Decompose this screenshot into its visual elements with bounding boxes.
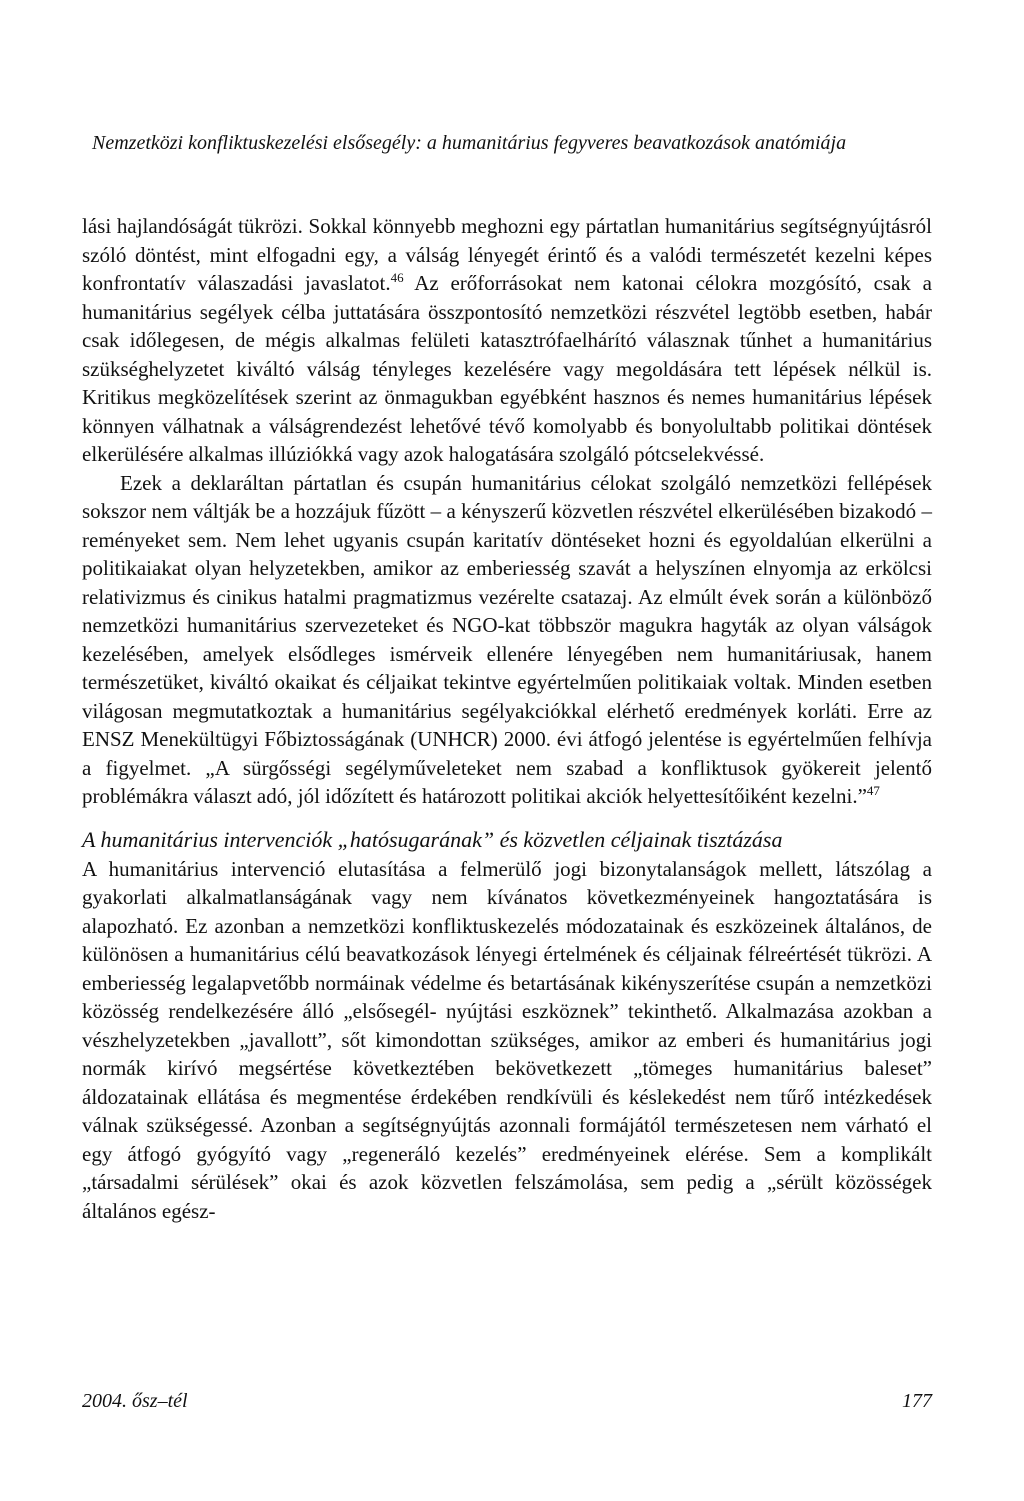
footer-issue: 2004. ősz–tél bbox=[82, 1390, 188, 1412]
footnote-ref-47[interactable]: 47 bbox=[866, 783, 880, 798]
paragraph2-text: Ezek a deklaráltan pártatlan és csupán humanitárius célokat szolgáló nemzetközi fellépések sokszor nem váltják be a hozzájuk fűzött – a kényszerű közvetlen részvétel elkerülésében bizakodó – reményeket sem. Nem lehet ugyanis csupán karitatív döntéseket hozni és egyoldalúan elkerülni a politikaiakat olyan helyzetekben, amikor az emberiesség szavát a helyszínen elnyomja az erkölcsi relativizmus és cinikus hatalmi pragmatizmus vezérelte csatazaj. Az elmúlt évek során a különböző nemzetközi humanitárius szervezeteket és NGO-kat többször magukra hagyták az olyan válságok kezelésében, amelyek elsődleges ismérveik ellenére lényegében nem humanitáriusak, hanem természetüket, kiváltó okaikat és céljaikat tekintve egyértelműen politikaiak voltak. Minden esetben világosan megmutatkoztak a humanitárius segélyakciókkal elérhető eredmények korláti. Erre az ENSZ Menekültügyi Főbiztosságának (UNHCR) 2000. évi átfogó jelentése is egyértelműen felhívja a figyelmet. „A sürgősségi segélyműveleteket nem szabad a konfliktusok gyökereit jelentő problémákra választ adó, jól időzített és határozott politikai akciók helyettesítőiként kezelni.” bbox=[82, 470, 932, 808]
section-paragraph: A humanitárius intervenció elutasítása a felmerülő jogi bizonytalanságok mellett, látszólag a gyakorlati alkalmatlanságának vagy nem kívánatos következményeinek hangoztatására is alapozható. Ez azonban a nemzetközi konfliktuskezelés módozatainak és eszközeinek általános, de különösen a humanitárius célú beavatkozások lényegi értelmének és céljainak félreértését tükrözi. A emberiesség legalapvetőbb normáinak védelme és betartásának kikényszerítése csupán a nemzetközi közösség rendelkezésére álló „elsősegél- nyújtási eszköznek” tekinthető. Alkalmazása azokban a vészhelyzetekben „javallott”, sőt kimondottan szükséges, amikor az emberi és humanitárius jogi normák kirívó megsértése következtében bekövetkezett „tömeges humanitárius baleset” áldozatainak ellátása és megmentése érdekében rendkívüli és késlekedést nem tűrő intézkedések válnak szükségessé. Azonban a segítségnyújtás azonnali formájától természetesen nem várható el egy átfogó gyógyító vagy „regeneráló kezelés” eredményeinek elérése. Sem a komplikált „társadalmi sérülések” okai és azok közvetlen felszámolása, sem pedig a „sérült közösségek általános egész- bbox=[82, 856, 932, 1223]
section-heading: A humanitárius intervenciók „hatósugarának” és közvetlen céljainak tisztázása bbox=[82, 826, 783, 852]
paragraph1-text-a: lási hajlandóságát tükrözi. Sokkal könnyebb meghozni egy pártatlan humanitárius segítségnyújtásról szóló döntést, mint elfogadni egy, a válság lényegét érintő és a valódi természetét kezelni képes konfrontatív válaszadási javaslatot. bbox=[82, 214, 932, 295]
paragraph-continuation bbox=[82, 212, 932, 469]
paragraph1-text-b: Az erőforrásokat nem katonai célokra mozgósító, csak a humanitárius segélyek célba juttatására összpontosító nemzetközi részvétel legtöbb esetben, habár csak időlegesen, de mégis alkalmas felületi katasztrófaelhárító válasznak tűnhet a humanitárius szükséghelyzetet kiváltó válság tényleges kezelésére vagy megoldására tett lépések nélkül is. Kritikus megközelítések szerint az önmagukban egyébként hasznos és nemes humanitárius lépések könnyen válhatnak a válságrendezést lehetővé tévő komolyabb és bonyolultabb politikai döntések elkerülésére alkalmas illúziókká vagy azok halogatására szolgáló pótcselekvéssé. bbox=[82, 271, 932, 466]
page-number: 177 bbox=[902, 1390, 932, 1412]
page-body bbox=[82, 212, 932, 1225]
running-header: Nemzetközi konfliktuskezelési elsősegély: a humanitárius fegyveres beavatkozások anatómiája bbox=[92, 132, 847, 154]
footnote-ref-46[interactable]: 46 bbox=[390, 270, 404, 285]
paragraph-second bbox=[82, 469, 932, 811]
